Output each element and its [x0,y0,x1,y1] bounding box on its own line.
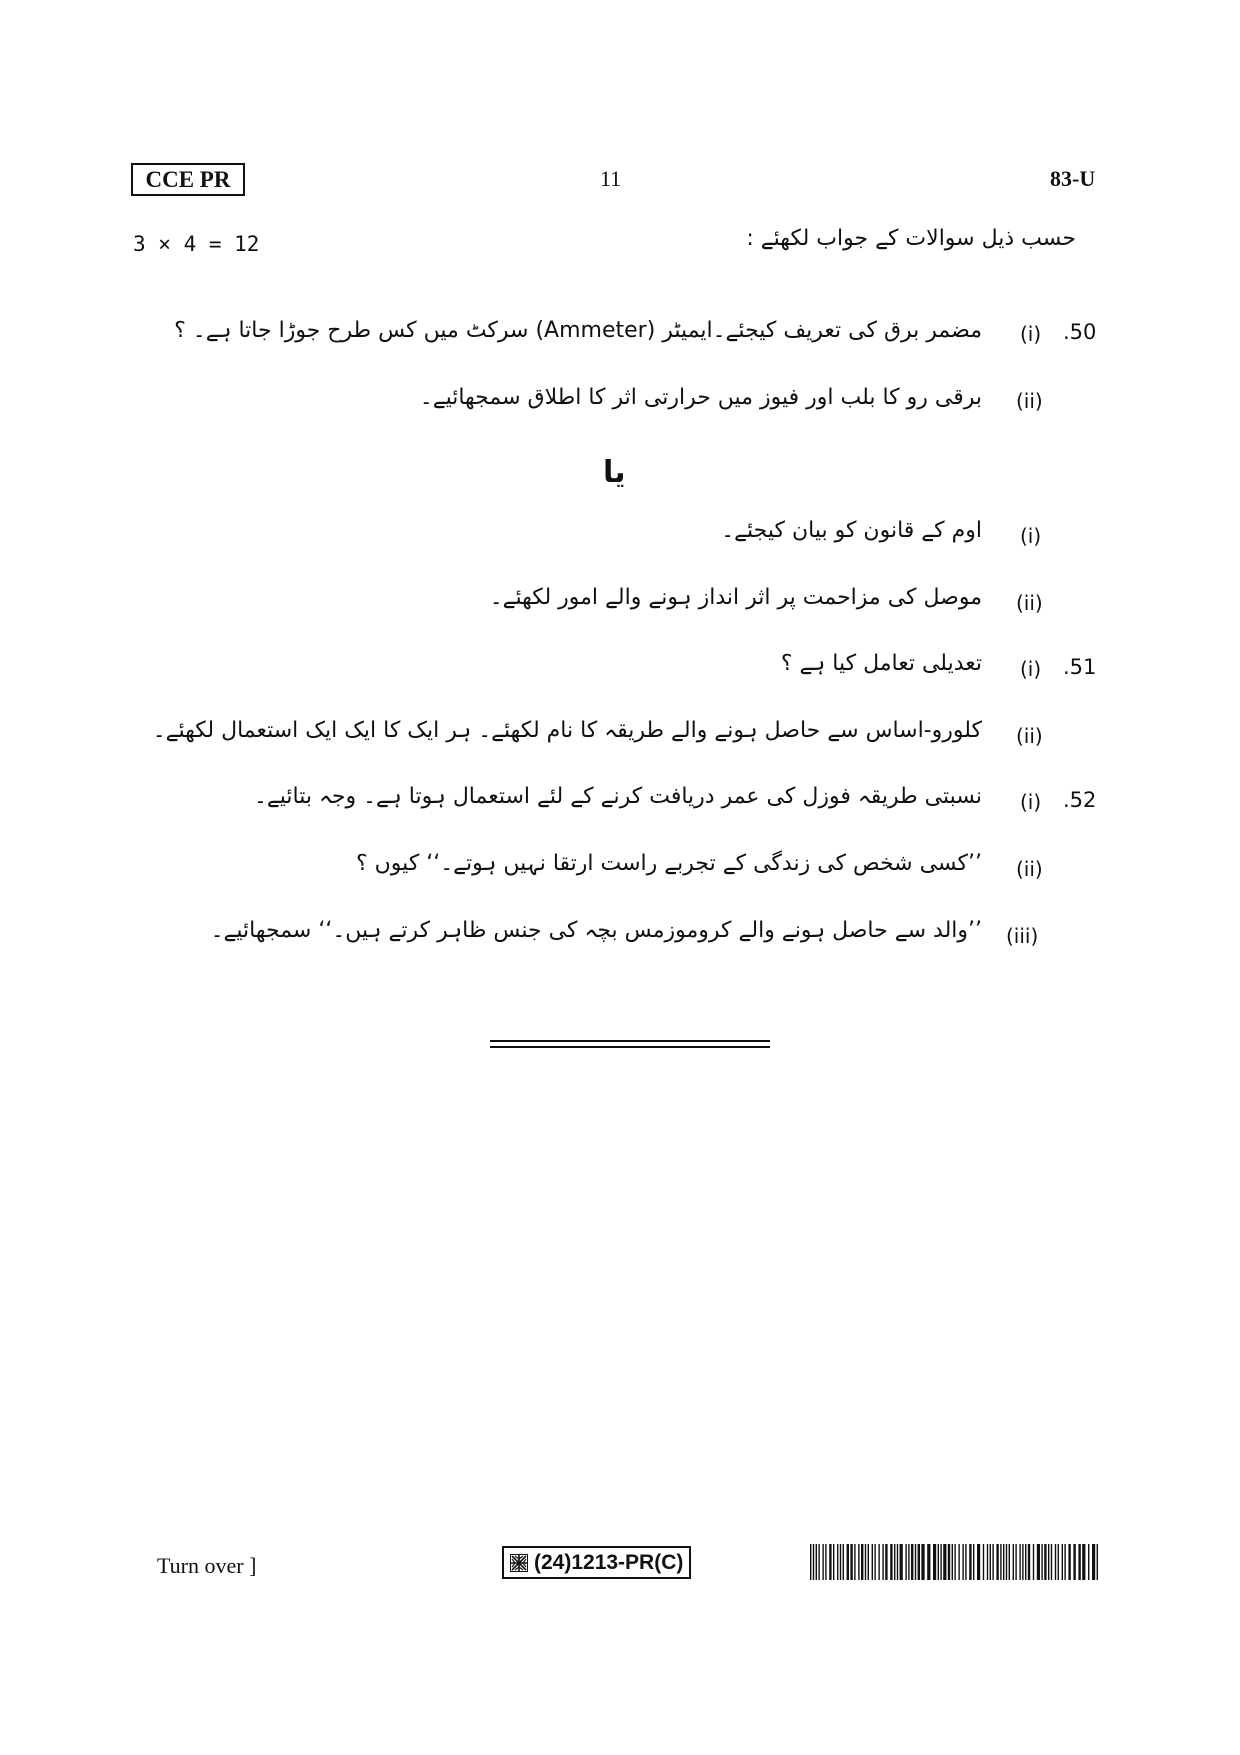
subpart-label: (ii) [1016,857,1043,881]
question-text: تعدیلی تعامل کیا ہے ؟ [780,651,982,676]
barcode-bar [1068,1544,1070,1580]
subpart-label: (i) [1020,322,1042,346]
barcode-bar [1022,1544,1023,1580]
question-text: برقی رو کا بلب اور فیوز میں حرارتی اثر کا اطلاق سمجھائیے۔ [419,385,982,410]
barcode-bar [858,1544,859,1580]
barcode-bar [965,1544,966,1580]
question-text: نسبتی طریقہ فوزل کی عمر دریافت کرنے کے لئے استعمال ہوتا ہے۔ وجہ بتائیے۔ [253,784,982,809]
question-paper-code [502,1546,691,1579]
barcode-bar [1078,1544,1080,1580]
barcode-bar [878,1544,879,1580]
question-text: اوم کے قانون کو بیان کیجئے۔ [721,518,982,543]
barcode-bar [897,1544,898,1580]
barcode-bar [915,1544,916,1580]
turn-over-note: Turn over ] [157,1553,257,1578]
barcode-bar [1041,1544,1042,1580]
barcode-bar [911,1544,913,1580]
barcode-bar [829,1544,831,1580]
barcode-bar [983,1544,984,1580]
or-divider: یا [603,455,626,490]
barcode-bar [813,1544,814,1580]
cce-pr-label: CCE PR [131,163,245,196]
barcode-bar [987,1544,988,1580]
barcode-bar [943,1544,946,1580]
end-rule [490,1046,770,1048]
instructions-text: حسب ذیل سوالات کے جواب لکھئے : [746,226,1076,251]
barcode-bar [1092,1544,1095,1580]
barcode-bar [990,1544,991,1580]
barcode [810,1544,1100,1580]
barcode-bar [874,1544,875,1580]
subpart-label: (ii) [1016,591,1043,615]
question-number-51: .51 [1063,655,1097,679]
barcode-bar [833,1544,834,1580]
barcode-bar [1025,1544,1026,1580]
barcode-bar [962,1544,963,1580]
barcode-bar [927,1544,930,1580]
barcode-bar [1033,1544,1034,1580]
question-text: ’’کسی شخص کی زندگی کے تجربے راست ارتقا نہیں ہوتے۔‘‘ کیوں ؟ [355,851,982,876]
barcode-bar [818,1544,819,1580]
subpart-label: (i) [1020,657,1042,681]
barcode-bar [1044,1544,1046,1580]
barcode-bar [885,1544,887,1580]
barcode-bar [938,1544,939,1580]
barcode-bar [865,1544,866,1580]
question-text: ’’والد سے حاصل ہونے والے کروموزمس بچہ کی جنس ظاہر کرتے ہیں۔‘‘ سمجھائیے۔ [210,918,982,943]
barcode-bar [954,1544,955,1580]
barcode-bar [977,1544,980,1580]
barcode-bar [1048,1544,1049,1580]
barcode-bar [940,1544,941,1580]
barcode-bar [816,1544,817,1580]
barcode-bar [918,1544,920,1580]
barcode-bar [921,1544,924,1580]
barcode-bar [1009,1544,1010,1580]
barcode-bar [1088,1544,1089,1580]
question-number-50: .50 [1063,320,1097,344]
barcode-bar [894,1544,895,1580]
subpart-label: (i) [1020,790,1042,814]
barcode-bar [933,1544,936,1580]
barcode-bar [882,1544,883,1580]
barcode-bar [948,1544,950,1580]
subpart-label: (i) [1020,524,1042,548]
barcode-bar [1051,1544,1052,1580]
barcode-bar [868,1544,869,1580]
barcode-bar [861,1544,863,1580]
barcode-bar [1064,1544,1065,1580]
barcode-bar [810,1544,811,1580]
paper-code-text: (24)1213-PR(C) [534,1550,684,1574]
barcode-bar [1037,1544,1040,1580]
question-text: مضمر برق کی تعریف کیجئے۔ایمیٹر (Ammeter) سرکٹ میں کس طرح جوڑا جاتا ہے۔ ؟ [174,318,982,343]
barcode-bar [900,1544,903,1580]
barcode-bar [973,1544,974,1580]
barcode-bar [850,1544,852,1580]
subpart-label: (iii) [1006,924,1039,948]
barcode-bar [969,1544,971,1580]
barcode-bar [1097,1544,1098,1580]
barcode-bar [1019,1544,1020,1580]
paper-code: 83-U [1050,166,1096,191]
barcode-bar [825,1544,826,1580]
snowflake-icon [510,1554,528,1572]
barcode-bar [1055,1544,1056,1580]
end-rule [490,1040,770,1042]
subpart-label: (ii) [1016,389,1043,413]
page-number: 11 [600,166,622,191]
question-text: موصل کی مزاحمت پر اثر انداز ہونے والے امور لکھئے۔ [489,585,982,610]
barcode-bar [837,1544,838,1580]
barcode-bar [843,1544,844,1580]
barcode-bar [1006,1544,1007,1580]
barcode-bar [908,1544,909,1580]
question-text: کلورو-اساس سے حاصل ہونے والے طریقہ کا نام لکھئے۔ ہر ایک کا ایک ایک استعمال لکھئے۔ [152,718,982,743]
barcode-bar [1073,1544,1075,1580]
barcode-bar [1028,1544,1030,1580]
barcode-bar [822,1544,823,1580]
barcode-bar [890,1544,892,1580]
barcode-bar [1003,1544,1004,1580]
barcode-bar [952,1544,953,1580]
barcode-bar [1013,1544,1014,1580]
marks-allocation: 3 × 4 = 12 [133,232,260,256]
barcode-bar [992,1544,993,1580]
barcode-bar [1082,1544,1085,1580]
barcode-bar [1015,1544,1016,1580]
barcode-bar [996,1544,998,1580]
barcode-bar [958,1544,959,1580]
barcode-bar [854,1544,855,1580]
barcode-bar [840,1544,841,1580]
barcode-bar [1058,1544,1059,1580]
barcode-bar [872,1544,873,1580]
barcode-bar [847,1544,849,1580]
barcode-bar [1000,1544,1001,1580]
barcode-bar [1062,1544,1063,1580]
question-number-52: .52 [1063,788,1097,812]
subpart-label: (ii) [1016,724,1043,748]
barcode-bar [905,1544,906,1580]
